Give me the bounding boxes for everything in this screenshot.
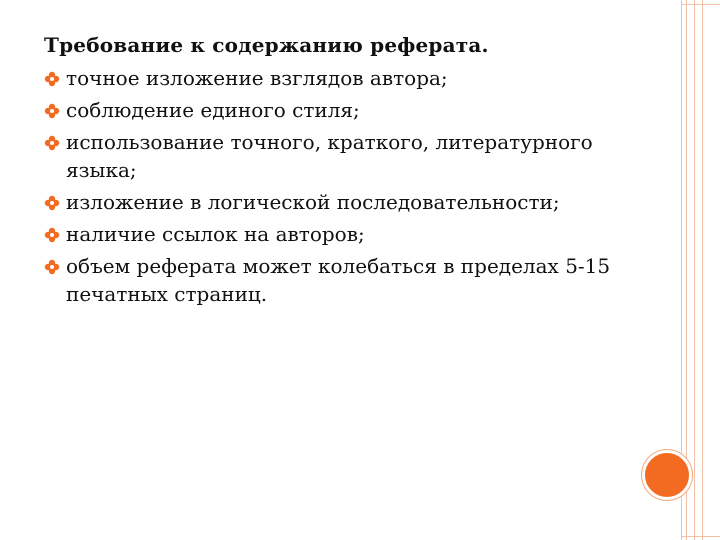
list-item (44, 96, 664, 124)
bullet-list (44, 64, 664, 312)
list-item (44, 188, 664, 216)
list-item-text: точное изложение взглядов автора; (66, 66, 448, 90)
frame-line (681, 536, 720, 537)
flower-bullet-icon (44, 71, 60, 87)
list-item (44, 252, 664, 308)
list-item-text: наличие ссылок на авторов; (66, 222, 365, 246)
flower-bullet-icon (44, 103, 60, 119)
frame-line (681, 4, 720, 5)
list-item (44, 64, 664, 92)
decorative-circle (642, 450, 692, 500)
flower-bullet-icon (44, 259, 60, 275)
list-item (44, 220, 664, 248)
flower-bullet-icon (44, 227, 60, 243)
flower-bullet-icon (44, 195, 60, 211)
list-item (44, 128, 664, 184)
list-item-text: использование точного, краткого, литературного языка; (66, 130, 593, 182)
frame-line (702, 0, 703, 540)
list-item-text: соблюдение единого стиля; (66, 98, 360, 122)
slide-title: Требование к содержанию реферата. (44, 33, 489, 57)
frame-line (694, 0, 695, 540)
flower-bullet-icon (44, 135, 60, 151)
list-item-text: изложение в логической последовательности; (66, 190, 560, 214)
list-item-text: объем реферата может колебаться в пределах 5-15 печатных страниц. (66, 254, 611, 306)
